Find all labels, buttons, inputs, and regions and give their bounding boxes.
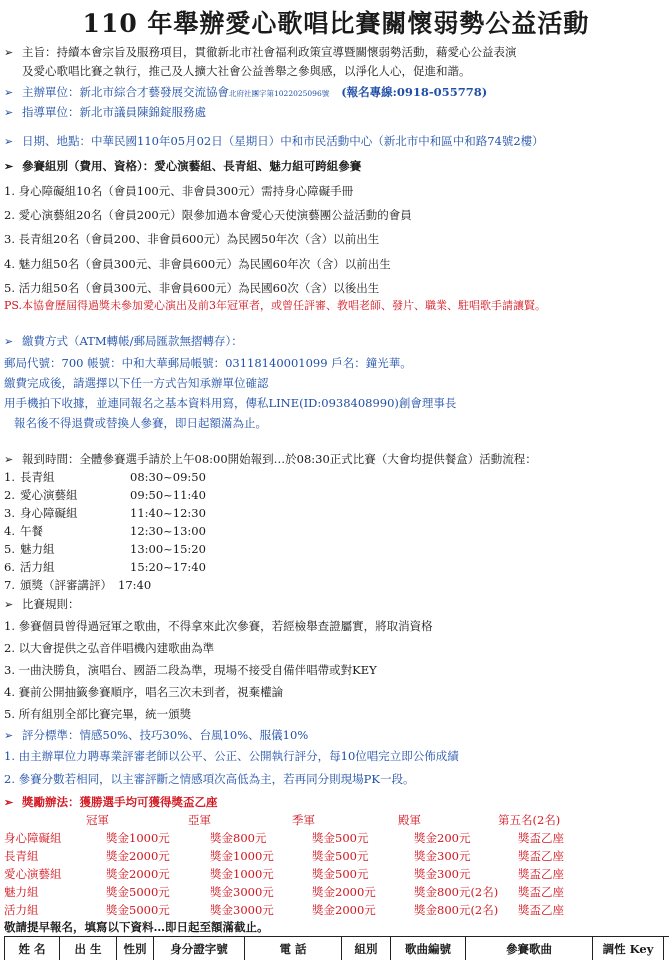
- prize-row: 身心障礙組 獎金1000元 獎金800元 獎金500元 獎金200元 獎盃乙座: [4, 831, 564, 845]
- signup-form-table: [4, 936, 669, 960]
- arrow-right-icon: ➢: [4, 796, 14, 809]
- purpose-line-2: 及愛心歌唱比賽之執行，推己及人擴大社會公益善舉之參與感，以淨化人心，促進和諧。: [22, 64, 471, 78]
- payment-heading: ➢ 繳費方式（ATM轉帳/郵局匯款無摺轉存）：: [4, 334, 243, 348]
- form-header-group: 組別: [342, 937, 391, 960]
- groups-heading: ➢ 參賽組別（費用、資格）：愛心演藝組、長青組、魅力組可跨組參賽: [4, 159, 362, 173]
- rules-heading: ➢ 比賽規則：: [4, 597, 80, 611]
- form-header-song: 參賽歌曲: [466, 937, 593, 960]
- arrow-right-icon: ➢: [4, 453, 14, 466]
- arrow-right-icon: ➢: [4, 729, 14, 742]
- date-place-line: ➢ 日期、地點：中華民國110年05月02日（星期日）中和市民活動中心（新北市中和區中和路74號2樓）: [4, 134, 544, 148]
- report-heading: ➢ 報到時間：全體參賽選手請於上午08:00開始報到…於08:30正式比賽（大會均提供餐盒）活動流程：: [4, 452, 537, 466]
- organizer-line: ➢ 主辦單位：新北市綜合才藝發展交流協會北府社團字第1022025096號 (報名專線:0918-055778): [4, 85, 488, 99]
- rule-item: 3. 一曲決勝負，演唱台、國語二段為準，現場不接受自備伴唱帶或對KEY: [4, 663, 377, 677]
- group-item: 5. 活力組50名（會員300元、非會員600元）為民國60次（含）以後出生: [4, 281, 380, 295]
- group-item: 4. 魅力組50名（會員300元、非會員600元）為民國60年次（含）以前出生: [4, 257, 391, 271]
- schedule-item: 7. 頒獎（評審講評） 17:40: [4, 578, 152, 592]
- scoring-item: 1. 由主辦單位力聘專業評審老師以公平、公正、公開執行評分，每10位唱完立即公佈成績: [4, 749, 459, 763]
- payment-account: 郵局代號：700 帳號：中和大華郵局帳號：03118140001099 戶名：鐘光華。: [4, 356, 412, 370]
- purpose-line-1: ➢ 主旨：持續本會宗旨及服務項目，貫徹新北市社會福利政策宣導暨關懷弱勢活動，藉愛心公益表演: [4, 45, 517, 59]
- schedule-item: 4. 午餐 12:30~13:00: [4, 524, 206, 538]
- rule-item: 4. 賽前公開抽籤參賽順序，唱名三次未到者，視棄權論: [4, 685, 284, 699]
- form-header-name: 姓 名: [5, 937, 60, 960]
- awards-heading: ➢ 獎勵辦法：獲勝選手均可獲得獎盃乙座: [4, 795, 218, 809]
- schedule-item: 3. 身心障礙組 11:40~12:30: [4, 506, 206, 520]
- prize-header-row: 冠軍 亞軍 季軍 殿軍 第五名(2名): [86, 813, 561, 827]
- arrow-right-icon: ➢: [4, 160, 14, 173]
- schedule-item: 5. 魅力組 13:00~15:20: [4, 542, 206, 556]
- prize-row: 魅力組 獎金5000元 獎金3000元 獎金2000元 獎金800元(2名) 獎盃乙座: [4, 885, 564, 899]
- arrow-right-icon: ➢: [4, 335, 14, 348]
- schedule-item: 1. 長青組 08:30~09:50: [4, 470, 206, 484]
- arrow-right-icon: ➢: [4, 598, 14, 611]
- prize-row: 愛心演藝組 獎金2000元 獎金1000元 獎金500元 獎金300元 獎盃乙座: [4, 867, 564, 881]
- form-header-phone: 電 話: [245, 937, 342, 960]
- arrow-right-icon: ➢: [4, 86, 14, 99]
- arrow-right-icon: ➢: [4, 46, 14, 59]
- payment-notice: 繳費完成後，請選擇以下任一方式告知承辦單位確認: [4, 376, 269, 390]
- signup-note: 敬請提早報名，填寫以下資料…即日起至額滿截止。: [4, 920, 269, 934]
- group-item: 1. 身心障礙組10名（會員100元、非會員300元）需持身心障礙手冊: [4, 184, 354, 198]
- form-header-song-no: 歌曲編號: [391, 937, 466, 960]
- schedule-item: 6. 活力組 15:20~17:40: [4, 560, 206, 574]
- advisor-line: ➢ 指導單位：新北市議員陳錦錠服務處: [4, 105, 206, 119]
- rule-item: 5. 所有組別全部比賽完畢，統一頒獎: [4, 707, 192, 721]
- schedule-item: 2. 愛心演藝組 09:50~11:40: [4, 488, 206, 502]
- page-title: 110 年舉辦愛心歌唱比賽關懷弱勢公益活動: [82, 9, 590, 38]
- arrow-right-icon: ➢: [4, 135, 14, 148]
- rule-item: 2. 以大會提供之弘音伴唱機內建歌曲為準: [4, 641, 215, 655]
- group-item: 2. 愛心演藝組20名（會員200元）限參加過本會愛心天使演藝團公益活動的會員: [4, 208, 412, 222]
- form-header-key: 調性 Key: [593, 937, 664, 960]
- form-header-birth: 出 生: [60, 937, 117, 960]
- form-header-id: 身分證字號: [154, 937, 245, 960]
- form-header-gender: 性別: [117, 937, 154, 960]
- rule-item: 1. 參賽個員曾得過冠軍之歌曲，不得拿來此次參賽，若經檢舉查證屬實，將取消資格: [4, 619, 433, 633]
- scoring-heading: ➢ 評分標準：情感50%、技巧30%、台風10%、服儀10%: [4, 728, 309, 742]
- ps-note: PS.本協會歷屆得過獎未參加愛心演出及前3年冠軍者，或曾任評審、教唱老師、發片、職業、駐唱歌手請讓賢。: [4, 299, 547, 312]
- payment-photo: 用手機拍下收據，並連同報名之基本資料用寫，傳私LINE(ID:0938408990)創會理事長: [4, 396, 457, 410]
- scoring-item: 2. 參賽分數若相同，以主審評斷之情感項次高低為主，若再同分則現場PK一段。: [4, 772, 415, 786]
- arrow-right-icon: ➢: [4, 106, 14, 119]
- group-item: 3. 長青組20名（會員200、非會員600元）為民國50年次（含）以前出生: [4, 232, 380, 246]
- payment-refund: 報名後不得退費或替換人參賽，即日起額滿為止。: [14, 416, 267, 430]
- prize-row: 活力組 獎金5000元 獎金3000元 獎金2000元 獎金800元(2名) 獎盃乙座: [4, 903, 564, 917]
- prize-row: 長青組 獎金2000元 獎金1000元 獎金500元 獎金300元 獎盃乙座: [4, 849, 564, 863]
